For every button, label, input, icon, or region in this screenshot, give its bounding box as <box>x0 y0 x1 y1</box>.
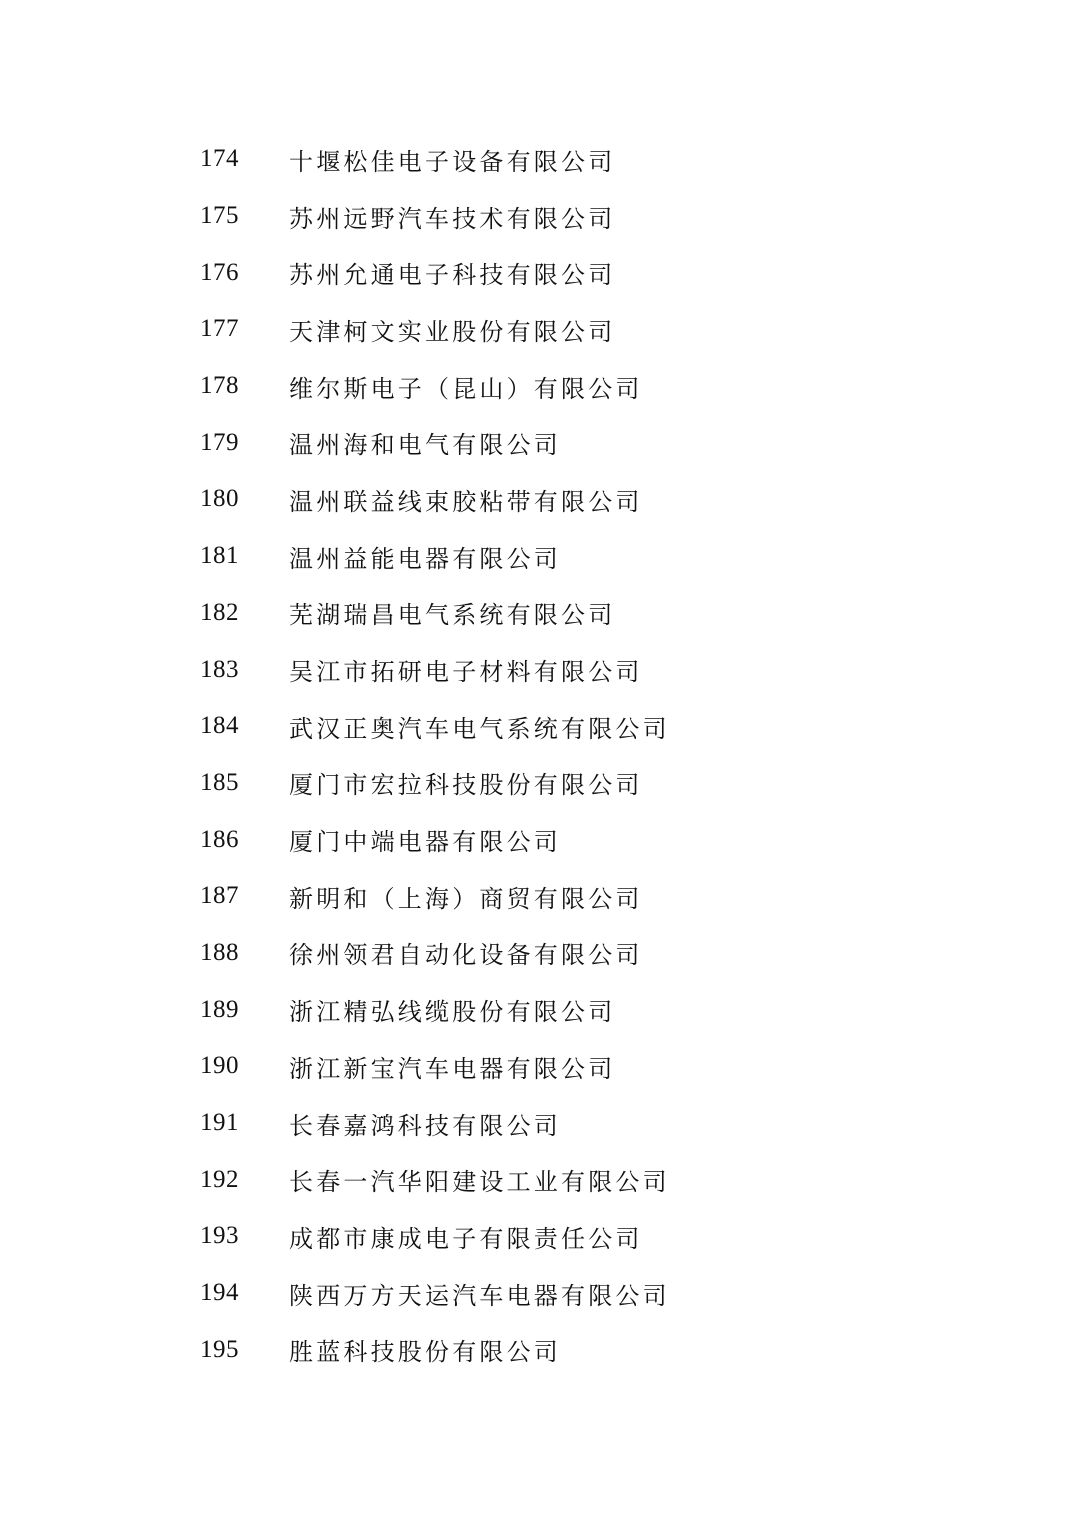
entry-number: 183 <box>200 655 239 683</box>
entry-number: 194 <box>200 1279 239 1307</box>
company-name: 厦门中端电器有限公司 <box>289 828 561 857</box>
entry-number: 179 <box>200 428 239 456</box>
entry-number: 188 <box>200 938 239 966</box>
company-name: 胜蓝科技股份有限公司 <box>289 1338 561 1367</box>
list-item <box>0 528 1080 585</box>
company-name: 武汉正奥汽车电气系统有限公司 <box>289 714 670 743</box>
company-list <box>0 131 1080 1378</box>
list-item <box>0 585 1080 642</box>
company-name: 长春嘉鸿科技有限公司 <box>289 1111 561 1140</box>
list-item <box>0 811 1080 868</box>
company-name: 苏州允通电子科技有限公司 <box>289 261 616 290</box>
entry-number: 174 <box>200 145 239 173</box>
list-item <box>0 1038 1080 1095</box>
list-item <box>0 188 1080 245</box>
entry-number: 191 <box>200 1109 239 1137</box>
entry-number: 190 <box>200 1052 239 1080</box>
company-name: 厦门市宏拉科技股份有限公司 <box>289 771 643 800</box>
entry-number: 195 <box>200 1335 239 1363</box>
list-item <box>0 1208 1080 1265</box>
entry-number: 175 <box>200 202 239 230</box>
company-name: 芜湖瑞昌电气系统有限公司 <box>289 601 616 630</box>
list-item <box>0 244 1080 301</box>
list-item <box>0 358 1080 415</box>
company-name: 温州海和电气有限公司 <box>289 431 561 460</box>
company-name: 陕西万方天运汽车电器有限公司 <box>289 1281 670 1310</box>
company-name: 十堰松佳电子设备有限公司 <box>289 147 616 176</box>
company-name: 新明和（上海）商贸有限公司 <box>289 884 643 913</box>
list-item <box>0 868 1080 925</box>
company-name: 徐州领君自动化设备有限公司 <box>289 941 643 970</box>
list-item <box>0 131 1080 188</box>
company-name: 维尔斯电子（昆山）有限公司 <box>289 374 643 403</box>
list-item <box>0 981 1080 1038</box>
entry-number: 182 <box>200 598 239 626</box>
entry-number: 176 <box>200 258 239 286</box>
company-name: 吴江市拓研电子材料有限公司 <box>289 658 643 687</box>
company-name: 温州益能电器有限公司 <box>289 544 561 573</box>
company-name: 温州联益线束胶粘带有限公司 <box>289 487 643 516</box>
entry-number: 178 <box>200 372 239 400</box>
entry-number: 180 <box>200 485 239 513</box>
list-item <box>0 698 1080 755</box>
list-item <box>0 641 1080 698</box>
entry-number: 189 <box>200 995 239 1023</box>
list-item <box>0 755 1080 812</box>
entry-number: 184 <box>200 712 239 740</box>
entry-number: 187 <box>200 882 239 910</box>
list-item <box>0 1321 1080 1378</box>
entry-number: 177 <box>200 315 239 343</box>
list-item <box>0 414 1080 471</box>
list-item <box>0 1151 1080 1208</box>
entry-number: 185 <box>200 768 239 796</box>
company-name: 浙江新宝汽车电器有限公司 <box>289 1054 616 1083</box>
list-item <box>0 471 1080 528</box>
list-item <box>0 1095 1080 1152</box>
company-name: 苏州远野汽车技术有限公司 <box>289 204 616 233</box>
entry-number: 192 <box>200 1165 239 1193</box>
company-name: 浙江精弘线缆股份有限公司 <box>289 998 616 1027</box>
entry-number: 193 <box>200 1222 239 1250</box>
company-name: 天津柯文实业股份有限公司 <box>289 317 616 346</box>
company-name: 成都市康成电子有限责任公司 <box>289 1224 643 1253</box>
list-item <box>0 925 1080 982</box>
list-item <box>0 301 1080 358</box>
entry-number: 186 <box>200 825 239 853</box>
company-name: 长春一汽华阳建设工业有限公司 <box>289 1168 670 1197</box>
list-item <box>0 1265 1080 1322</box>
entry-number: 181 <box>200 542 239 570</box>
